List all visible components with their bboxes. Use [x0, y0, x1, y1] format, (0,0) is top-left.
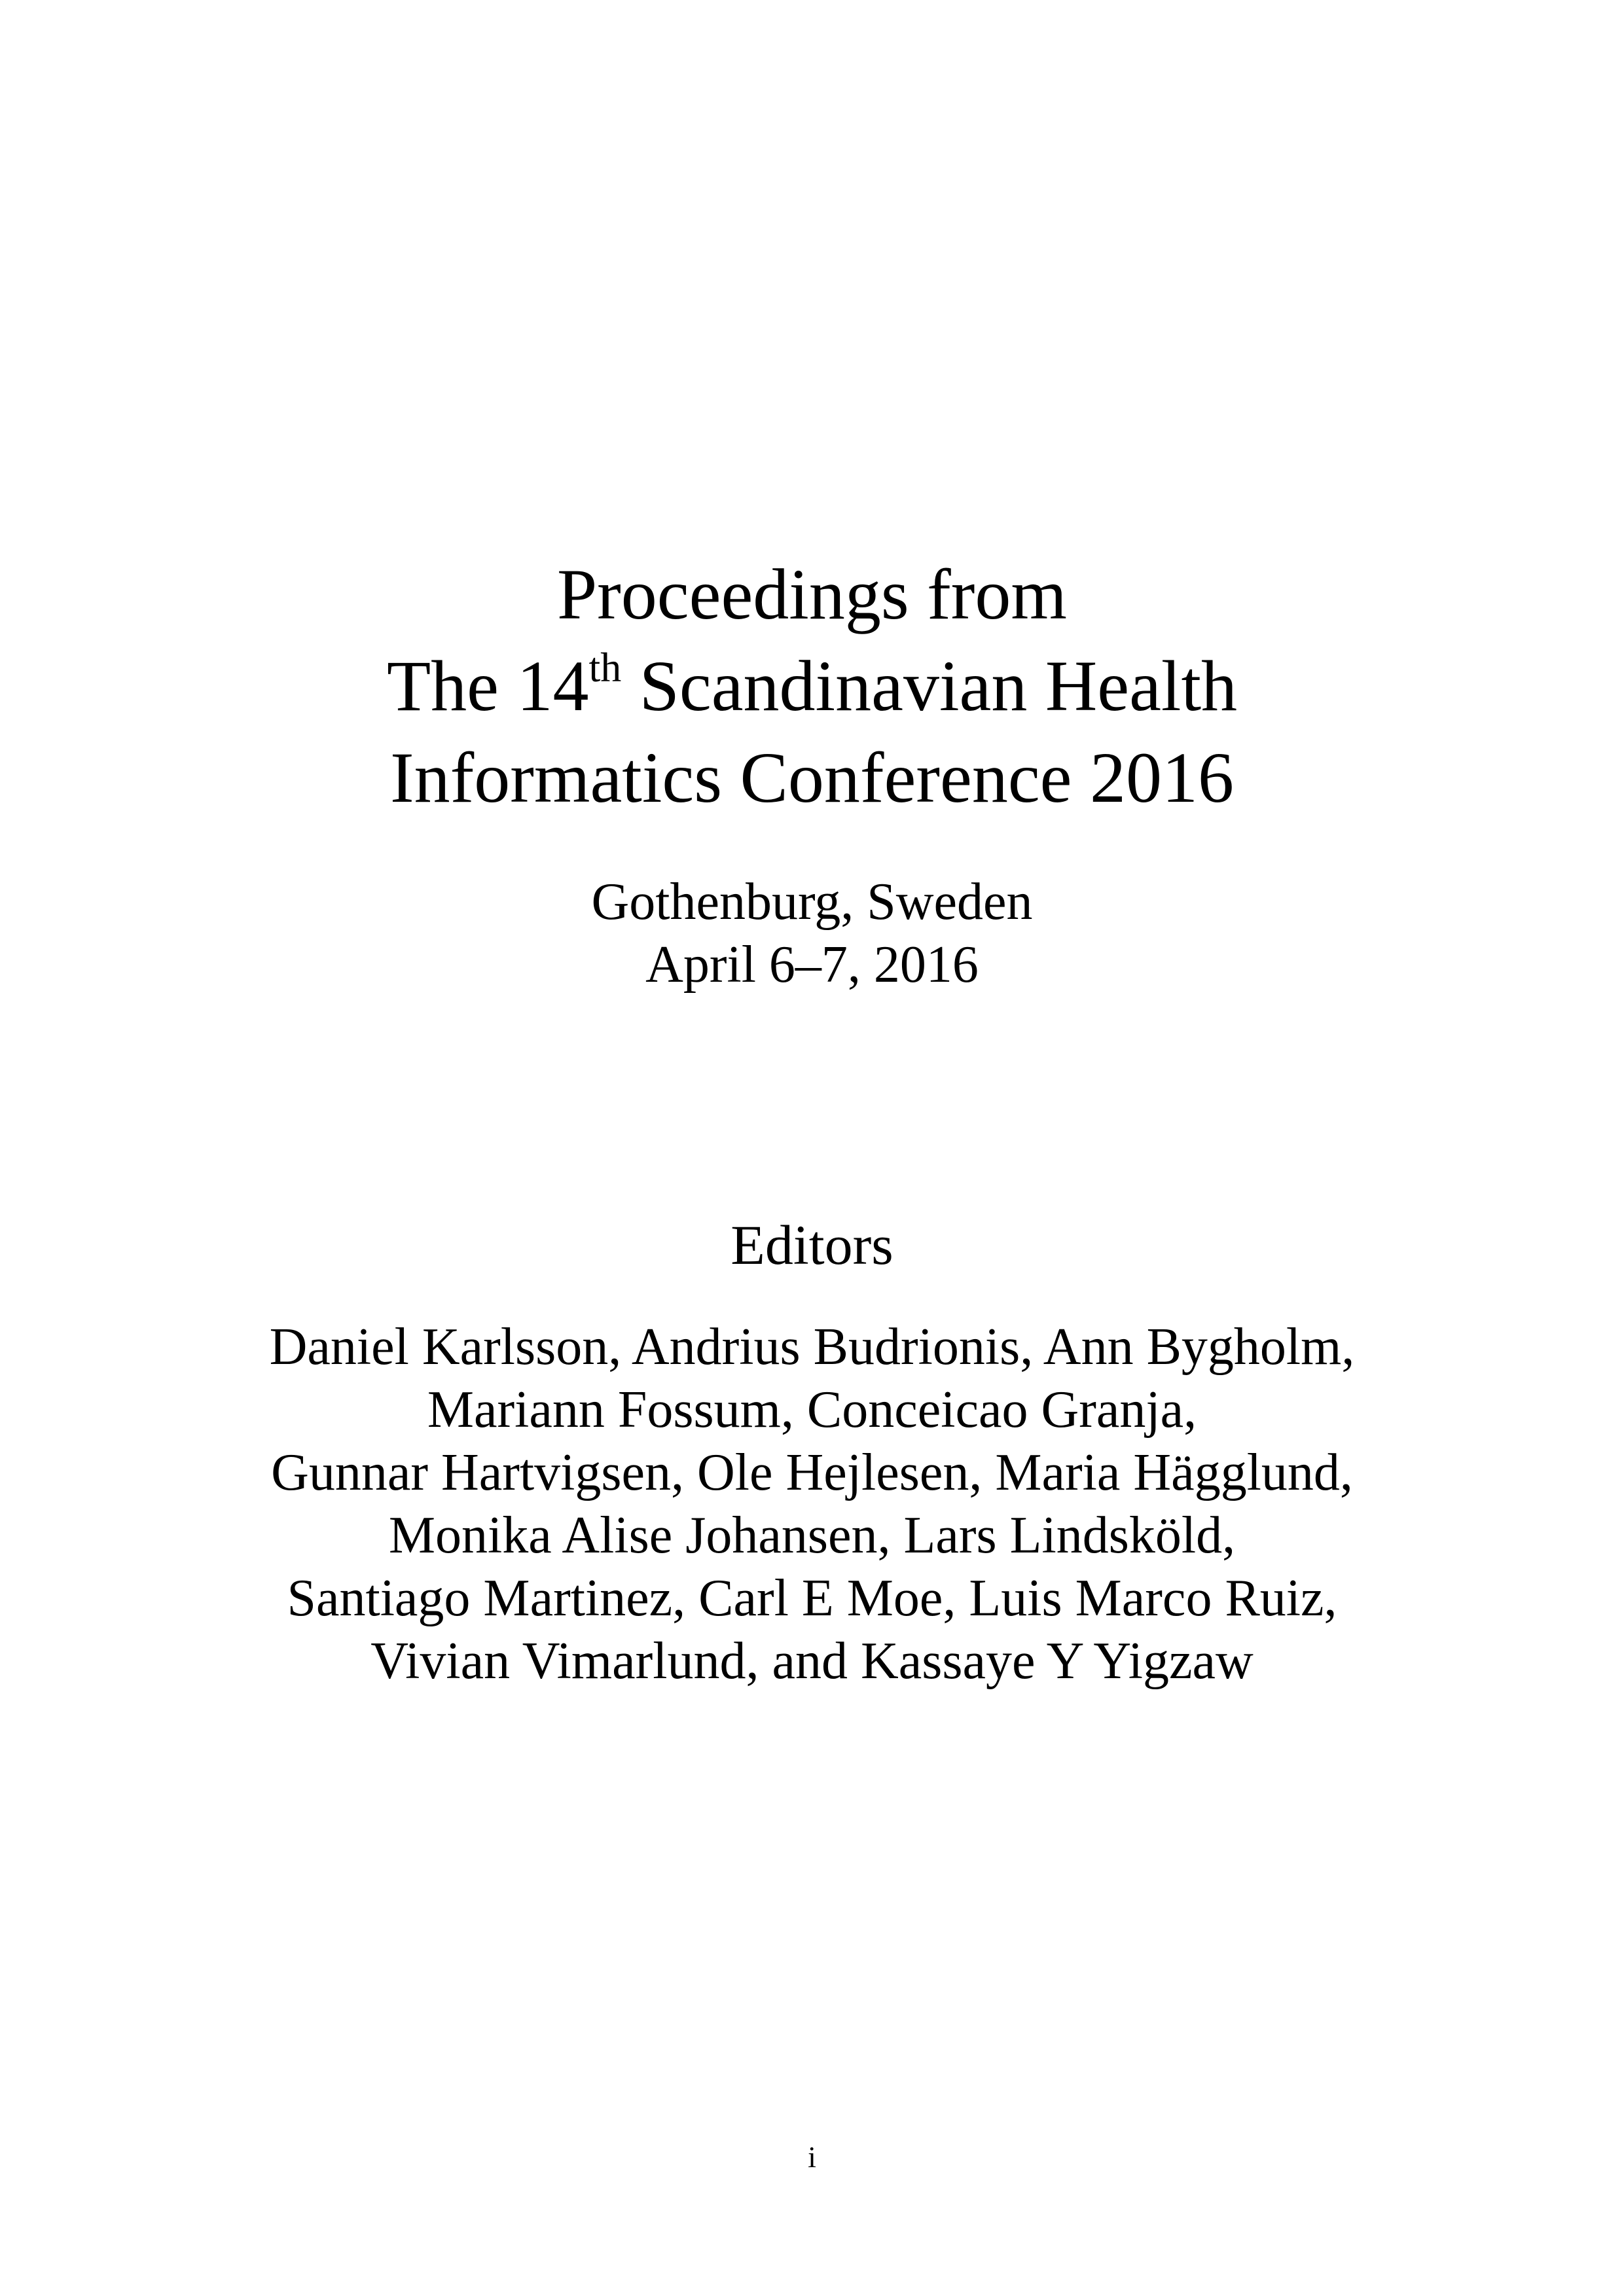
editor-line: Gunnar Hartvigsen, Ole Hejlesen, Maria Hägglund, — [271, 1444, 1353, 1501]
title-line-2-prefix: The 14 — [386, 646, 589, 726]
conference-place: Gothenburg, Sweden — [591, 873, 1033, 931]
title-line-2 — [0, 640, 1624, 732]
conference-location — [0, 870, 1624, 996]
editor-line: Santiago Martinez, Carl E Moe, Luis Marco Ruiz, — [287, 1570, 1337, 1627]
editor-line: Vivian Vimarlund, and Kassaye Y Yigzaw — [370, 1632, 1254, 1690]
title-line-1: Proceedings from — [557, 554, 1067, 634]
editors-heading: Editors — [731, 1213, 893, 1276]
editor-line: Monika Alise Johansen, Lars Lindsköld, — [388, 1507, 1236, 1564]
editor-line: Daniel Karlsson, Andrius Budrionis, Ann Bygholm, — [269, 1318, 1355, 1376]
conference-dates: April 6–7, 2016 — [645, 936, 979, 994]
proceedings-title — [0, 548, 1624, 823]
page-number: i — [808, 2140, 816, 2174]
title-line-3: Informatics Conference 2016 — [390, 738, 1234, 817]
editor-line: Mariann Fossum, Conceicao Granja, — [427, 1381, 1197, 1439]
ordinal-superscript: th — [588, 644, 622, 691]
title-line-2-suffix: Scandinavian Health — [621, 646, 1238, 726]
editors-list — [0, 1316, 1624, 1693]
